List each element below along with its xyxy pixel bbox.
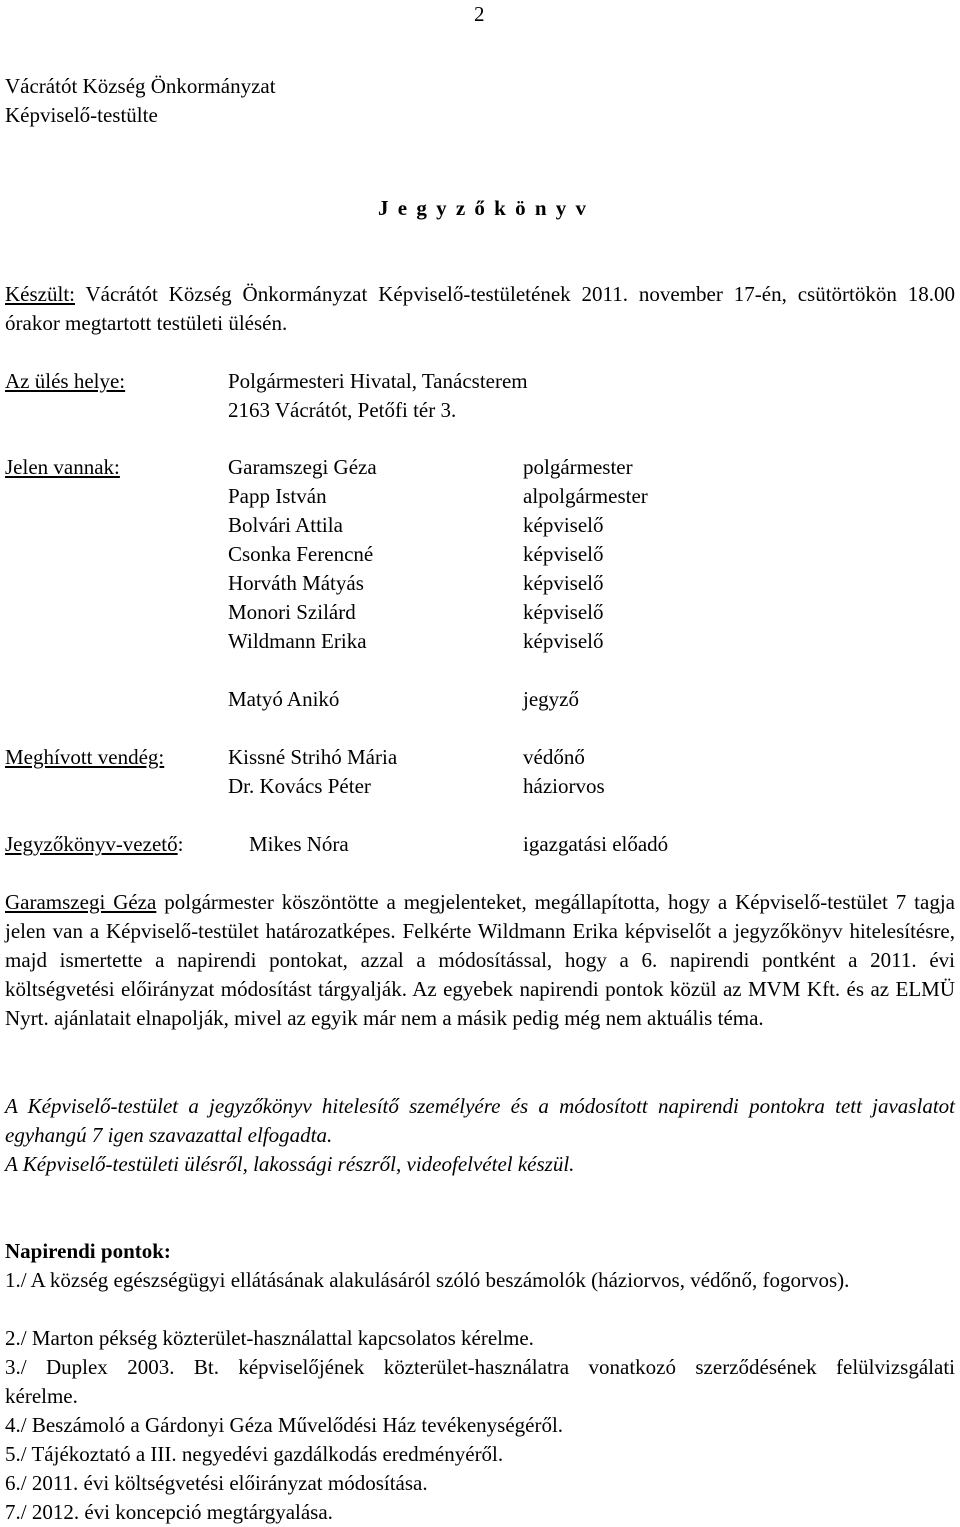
venue-line-1: Polgármesteri Hivatal, Tanácsterem xyxy=(228,369,528,393)
guest-role: háziorvos xyxy=(523,774,605,798)
recorder-label-line xyxy=(5,830,183,859)
video-note: A Képviselő-testületi ülésről, lakossági részről, videofelvétel készül. xyxy=(5,1152,575,1176)
recorder-label: Jegyzőkönyv-vezető xyxy=(5,832,178,856)
page-number: 2 xyxy=(474,2,485,26)
document-title: J e g y z ő k ö n y v xyxy=(378,196,588,220)
venue-line-2: 2163 Vácrátót, Petőfi tér 3. xyxy=(228,398,457,422)
venue-label: Az ülés helye: xyxy=(5,369,126,393)
agenda-item: 4./ Beszámoló a Gárdonyi Géza Művelődési Ház tevékenységéről. xyxy=(5,1413,564,1437)
notary-role: jegyző xyxy=(523,687,579,711)
member-role: polgármester xyxy=(523,455,633,479)
member-name: Bolvári Attila xyxy=(228,513,343,537)
agenda-item: 2./ Marton pékség közterület-használattal kapcsolatos kérelme. xyxy=(5,1326,534,1350)
present-label: Jelen vannak: xyxy=(5,455,120,479)
made-paragraph xyxy=(5,280,955,338)
member-role: képviselő xyxy=(523,600,604,624)
organization-name: Vácrátót Község Önkormányzat xyxy=(5,74,276,98)
made-text: Vácrátót Község Önkormányzat Képviselő-testületének 2011. november 17-én, csütörtökön 18.00 órakor megtartott testületi ülésén. xyxy=(5,282,955,335)
member-name: Garamszegi Géza xyxy=(228,455,377,479)
agenda-heading: Napirendi pontok: xyxy=(5,1239,171,1263)
notary-name: Matyó Anikó xyxy=(228,687,340,711)
opening-text: polgármester köszöntötte a megjelenteket, megállapította, hogy a Képviselő-testület 7 tagja jelen van a Képviselő-testület határozatképes. Felkérte Wildmann Erika képviselőt a jegyzőkönyv hitelesítésre, majd ismertette a napirendi pontokat, azzal a módosítással, hogy a 6. napirendi pontként a 2011. évi költségvetési előirányzat módosítást tárgyalják. Az egyebek napirendi pontok közül az MVM Kft. és az ELMÜ Nyrt. ajánlatait elnapolják, mivel az egyik már nem a másik pedig még nem aktuális téma. xyxy=(5,890,955,1030)
guest-name: Dr. Kovács Péter xyxy=(228,774,371,798)
member-name: Monori Szilárd xyxy=(228,600,356,624)
opening-speaker: Garamszegi Géza xyxy=(5,890,157,914)
made-label: Készült: xyxy=(5,282,75,306)
member-role: alpolgármester xyxy=(523,484,648,508)
agenda-item: 3./ Duplex 2003. Bt. képviselőjének közterület-használatra vonatkozó szerződésének felülvizsgálati kérelme. xyxy=(5,1355,955,1408)
guests-label: Meghívott vendég: xyxy=(5,745,165,769)
agenda-item: 7./ 2012. évi koncepció megtárgyalása. xyxy=(5,1500,333,1524)
member-role: képviselő xyxy=(523,629,604,653)
member-role: képviselő xyxy=(523,513,604,537)
organization-body: Képviselő-testülte xyxy=(5,103,158,127)
member-role: képviselő xyxy=(523,542,604,566)
member-name: Horváth Mátyás xyxy=(228,571,364,595)
agenda-item: 5./ Tájékoztató a III. negyedévi gazdálkodás eredményéről. xyxy=(5,1442,504,1466)
opening-paragraph xyxy=(5,888,955,1033)
member-name: Papp István xyxy=(228,484,327,508)
recorder-colon: : xyxy=(177,832,184,856)
guest-name: Kissné Strihó Mária xyxy=(228,745,398,769)
member-role: képviselő xyxy=(523,571,604,595)
guest-role: védőnő xyxy=(523,745,585,769)
recorder-name: Mikes Nóra xyxy=(249,832,349,856)
recorder-role: igazgatási előadó xyxy=(523,832,669,856)
agenda-item: 6./ 2011. évi költségvetési előirányzat módosítása. xyxy=(5,1471,428,1495)
resolution-paragraph: A Képviselő-testület a jegyzőkönyv hitelesítő személyére és a módosított napirendi pontokra tett javaslatot egyhangú 7 igen szavazattal elfogadta. xyxy=(5,1094,955,1147)
agenda-item: 1./ A község egészségügyi ellátásának alakulásáról szóló beszámolók (háziorvos, védőnő, fogorvos). xyxy=(5,1268,850,1292)
member-name: Csonka Ferencné xyxy=(228,542,374,566)
member-name: Wildmann Erika xyxy=(228,629,367,653)
